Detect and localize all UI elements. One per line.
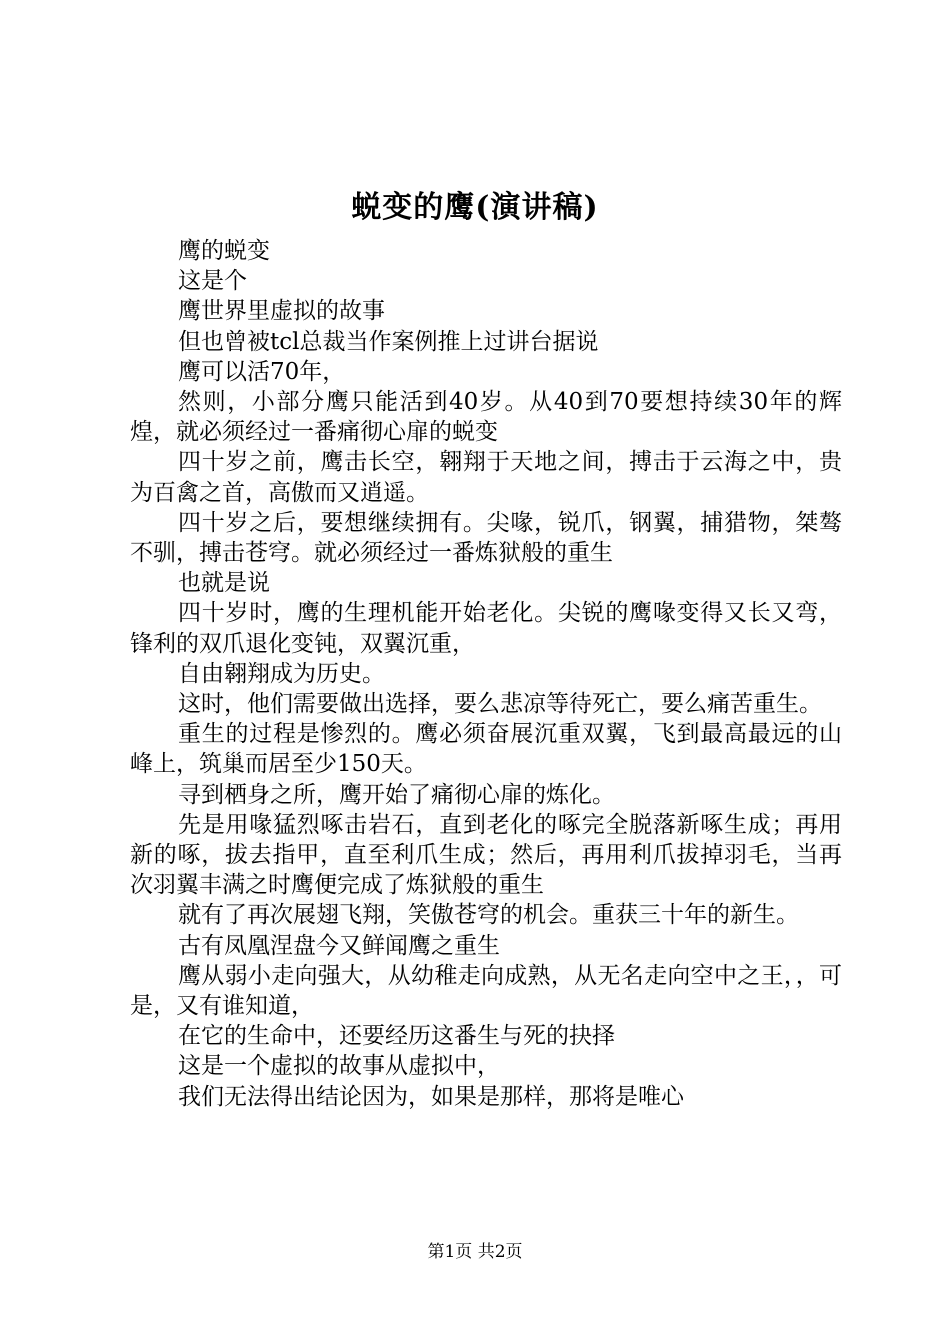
paragraph: 重生的过程是惨烈的。鹰必须奋展沉重双翼，飞到最高最远的山峰上，筑巢而居至少150天。: [130, 721, 842, 778]
paragraph: 鹰从弱小走向强大，从幼稚走向成熟，从无名走向空中之王，，可是，又有谁知道，: [130, 962, 842, 1020]
paragraph: 古有凤凰涅盘今又鲜闻鹰之重生: [178, 932, 500, 959]
paragraph: 四十岁时，鹰的生理机能开始老化。尖锐的鹰喙变得又长又弯，锋利的双爪退化变钝，双翼沉重，: [130, 600, 842, 657]
paragraph: 自由翱翔成为历史。: [178, 660, 385, 687]
paragraph: 鹰世界里虚拟的故事: [178, 298, 385, 325]
paragraph: 这是个: [178, 268, 247, 295]
document-body: [130, 236, 842, 1112]
paragraph: 四十岁之后，要想继续拥有。尖喙，锐爪，钢翼，捕猎物，桀骜不驯，搏击苍穹。就必须经过一番炼狱般的重生: [130, 509, 842, 567]
paragraph: 但也曾被tcl总裁当作案例推上过讲台据说: [178, 328, 599, 355]
paragraph: 我们无法得出结论因为，如果是那样，那将是唯心: [178, 1083, 684, 1110]
page-footer: 第1页 共2页: [427, 1242, 523, 1262]
paragraph: 在它的生命中，还要经历这番生与死的抉择: [178, 1023, 615, 1050]
paragraph: 寻到栖身之所，鹰开始了痛彻心扉的炼化。: [178, 781, 615, 808]
paragraph: 就有了再次展翅飞翔，笑傲苍穹的机会。重获三十年的新生。: [178, 902, 799, 929]
document-title: 蜕变的鹰(演讲稿): [351, 190, 599, 225]
paragraph: 这是一个虚拟的故事从虚拟中，: [178, 1053, 500, 1080]
paragraph: 鹰的蜕变: [178, 238, 270, 264]
paragraph: 然则，小部分鹰只能活到40岁。从40到70要想持续30年的辉煌，就必须经过一番痛彻心扉的蜕变: [130, 389, 842, 446]
paragraph: 先是用喙猛烈啄击岩石，直到老化的啄完全脱落新啄生成；再用新的啄，拔去指甲，直至利爪生成；然后，再用利爪拔掉羽毛，当再次羽翼丰满之时鹰便完成了炼狱般的重生: [130, 811, 842, 899]
paragraph: 也就是说: [178, 570, 270, 597]
paragraph: 四十岁之前，鹰击长空，翱翔于天地之间，搏击于云海之中，贵为百禽之首，高傲而又逍遥。: [130, 449, 842, 506]
paragraph: 鹰可以活70年，: [178, 358, 346, 385]
paragraph: 这时，他们需要做出选择，要么悲凉等待死亡，要么痛苦重生。: [178, 691, 822, 718]
